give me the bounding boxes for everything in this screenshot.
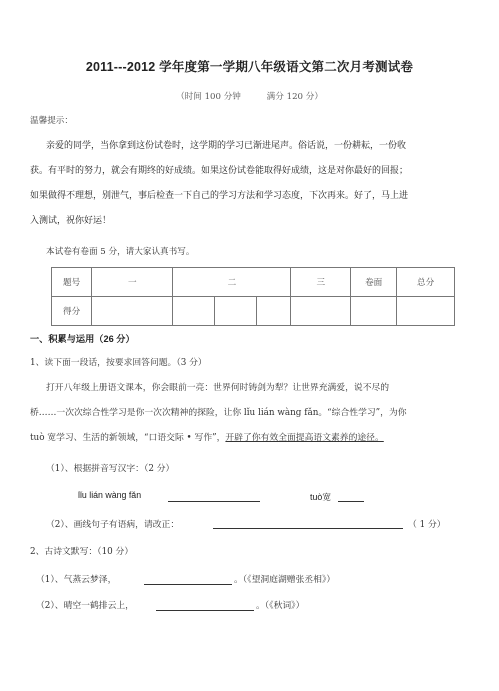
score-cell[interactable] — [257, 297, 291, 326]
answer-blank-correction[interactable] — [213, 528, 403, 529]
score-cell[interactable] — [351, 297, 397, 326]
score-table-header: 总分 — [397, 268, 455, 297]
page-title: 2011---2012 学年度第一学期八年级语文第二次月考测试卷 — [85, 60, 414, 74]
poem-line-2-start: （2）、晴空一鹤排云上， — [36, 601, 134, 611]
passage-line-2: 桥……一次次综合性学习是你一次次精神的探险，让你 lǐu lián wàng fǎn。“综合性学习”，为你 — [30, 408, 407, 418]
passage-line-3 — [30, 430, 384, 443]
passage-line-3-start: tuò 宽学习、生活的新领域，“口语交际 • 写作”， — [30, 433, 226, 443]
score-table-header: 卷面 — [351, 268, 397, 297]
section-heading: 一、积累与运用（26 分） — [30, 334, 135, 344]
score-row-label: 得分 — [52, 297, 92, 326]
score-cell[interactable] — [173, 297, 215, 326]
poem-line-1-start: （1）、气蒸云梦泽， — [36, 575, 117, 585]
question-1-sub-2: （2）、画线句子有语病，请改正： — [46, 520, 180, 530]
score-table-header: 三 — [291, 268, 351, 297]
score-table-header: 题号 — [52, 268, 92, 297]
pinyin-prompt-2: tuò宽 — [310, 492, 332, 502]
answer-blank-pinyin-2[interactable] — [338, 501, 364, 502]
score-cell[interactable] — [397, 297, 455, 326]
hint-line-3: 如果做得不理想，别泄气，事后检查一下自己的学习方法和学习态度，下次再来。好了，马上进 — [30, 190, 409, 200]
score-table-header: 二 — [173, 268, 291, 297]
score-cell[interactable] — [92, 297, 173, 326]
answer-blank-pinyin-1[interactable] — [168, 501, 260, 502]
question-1-sub-1: （1）、根据拼音写汉字：（2 分） — [46, 464, 175, 474]
score-table-row — [52, 297, 455, 326]
poem-line-2-source: 。（《秋词》） — [256, 601, 305, 611]
hint-line-4: 入测试，祝你好运！ — [30, 215, 112, 225]
score-cell[interactable] — [215, 297, 257, 326]
score-table-header-row — [52, 268, 455, 297]
passage-line-1: 打开八年级上册语文课本，你会眼前一亮：世界何时铸剑为犁？让世界充满爱，说不尽的 — [46, 383, 390, 393]
hint-line-1: 亲爱的同学，当你拿到这份试卷时，这学期的学习已渐进尾声。俗话说，一份耕耘，一份收 — [46, 140, 407, 150]
answer-blank-poem-2[interactable] — [156, 610, 254, 611]
question-1-title: 1、读下面一段话，按要求回答问题。（3 分） — [30, 358, 207, 368]
hint-line-2: 获。有平时的努力，就会有期终的好成绩。如果这份试卷能取得好成绩，这是对你最好的回报； — [30, 165, 409, 175]
poem-line-1-source: 。（《望洞庭湖赠张丞相》） — [234, 575, 336, 585]
answer-blank-poem-1[interactable] — [144, 584, 232, 585]
score-cell[interactable] — [291, 297, 351, 326]
question-1-sub-2-score: （ 1 分） — [408, 520, 446, 530]
score-table-header: 一 — [92, 268, 173, 297]
exam-note: 本试卷有卷面 5 分，请大家认真书写。 — [46, 247, 195, 257]
score-table — [51, 267, 455, 326]
pinyin-prompt-1: lǐu lián wàng fǎn — [78, 490, 142, 500]
question-2-title: 2、古诗文默写：（10 分） — [30, 547, 134, 557]
hint-label: 温馨提示： — [30, 116, 73, 126]
faulty-sentence: 开辟了你有效全面提高语文素养的途径。 — [225, 433, 384, 443]
exam-subtitle: （时间 100 分钟 满分 120 分） — [176, 92, 323, 102]
